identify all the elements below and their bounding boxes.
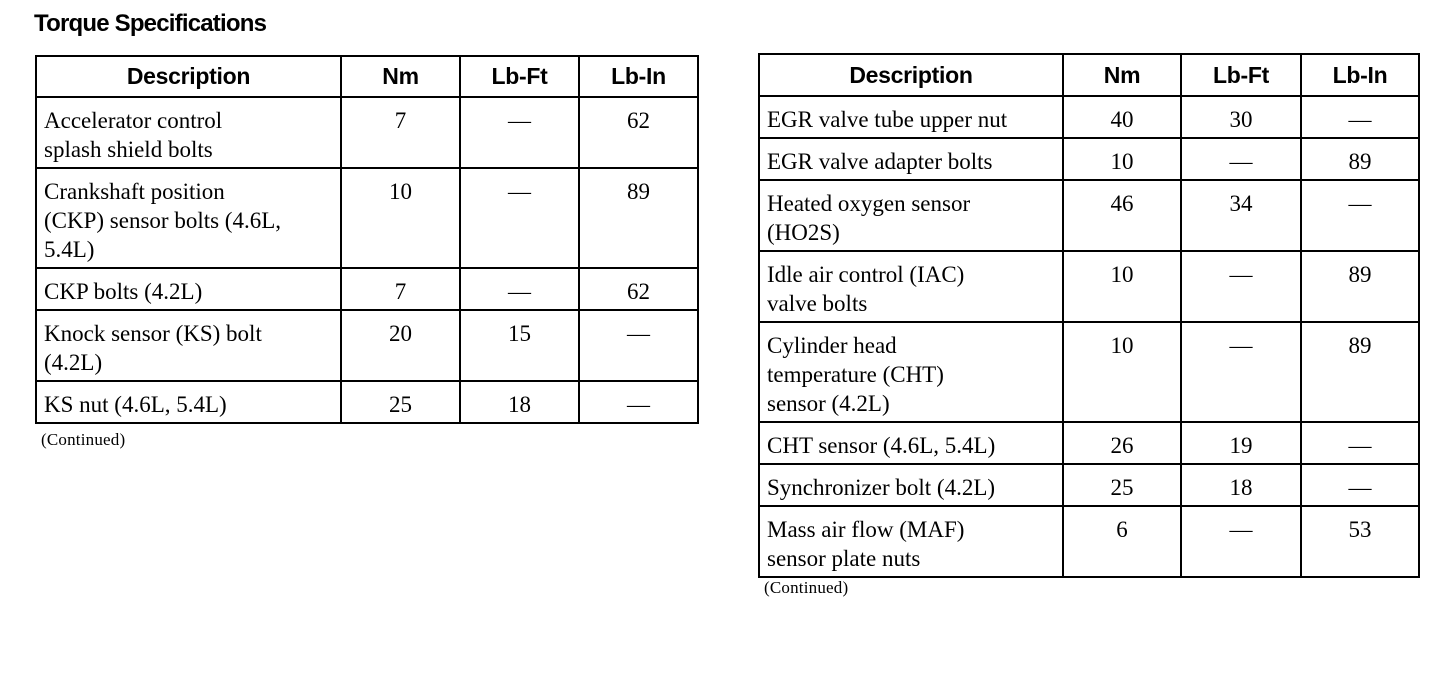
table-row (36, 381, 698, 423)
row-lb-ft-value: — (1181, 322, 1301, 422)
description-line: splash shield bolts (44, 137, 213, 162)
row-lb-ft-value: 18 (1181, 464, 1301, 506)
row-lb-ft-value: 30 (1181, 96, 1301, 138)
description-line: sensor plate nuts (767, 546, 921, 571)
page-title: Torque Specifications (34, 10, 267, 37)
description-line: Mass air flow (MAF) (767, 517, 965, 542)
description-line: valve bolts (767, 291, 868, 316)
description-line: KS nut (4.6L, 5.4L) (44, 392, 227, 417)
torque-table-left (35, 55, 699, 424)
column-header-lb-ft: Lb-Ft (1181, 54, 1301, 96)
row-lb-in-value: — (1301, 96, 1419, 138)
column-header-lb-in: Lb-In (579, 56, 698, 97)
description-line: (HO2S) (767, 220, 840, 245)
row-lb-ft-value: — (460, 97, 579, 168)
table-row (759, 422, 1419, 464)
description-line: 5.4L) (44, 237, 95, 262)
row-lb-ft-value: — (1181, 138, 1301, 180)
row-description (36, 310, 341, 381)
row-nm-value: 7 (341, 268, 460, 310)
table-header-row (759, 54, 1419, 96)
row-nm-value: 25 (341, 381, 460, 423)
column-header-nm: Nm (1063, 54, 1181, 96)
row-nm-value: 20 (341, 310, 460, 381)
row-nm-value: 40 (1063, 96, 1181, 138)
row-lb-in-value: 89 (1301, 322, 1419, 422)
table-row (759, 251, 1419, 322)
row-lb-in-value: 89 (1301, 138, 1419, 180)
table-header-row (36, 56, 698, 97)
table-row (759, 180, 1419, 251)
row-lb-in-value: 62 (579, 268, 698, 310)
row-nm-value: 25 (1063, 464, 1181, 506)
row-nm-value: 10 (1063, 322, 1181, 422)
description-line: EGR valve tube upper nut (767, 107, 1008, 132)
row-nm-value: 46 (1063, 180, 1181, 251)
column-header-description: Description (759, 54, 1063, 96)
table-row (36, 168, 698, 268)
row-nm-value: 26 (1063, 422, 1181, 464)
description-line: (4.2L) (44, 350, 103, 375)
row-description (759, 322, 1063, 422)
row-lb-in-value: — (1301, 464, 1419, 506)
table-row (759, 96, 1419, 138)
column-header-nm: Nm (341, 56, 460, 97)
description-line: temperature (CHT) (767, 362, 944, 387)
table-row (759, 464, 1419, 506)
row-lb-in-value: 89 (579, 168, 698, 268)
row-lb-ft-value: — (1181, 506, 1301, 577)
row-nm-value: 7 (341, 97, 460, 168)
row-nm-value: 10 (341, 168, 460, 268)
description-line: CKP bolts (4.2L) (44, 279, 203, 304)
row-lb-in-value: — (1301, 180, 1419, 251)
row-description (36, 168, 341, 268)
row-description (36, 268, 341, 310)
table-row (36, 310, 698, 381)
description-line: Synchronizer bolt (4.2L) (767, 475, 996, 500)
row-lb-ft-value: — (460, 268, 579, 310)
description-line: sensor (4.2L) (767, 391, 890, 416)
row-nm-value: 6 (1063, 506, 1181, 577)
row-lb-ft-value: — (460, 168, 579, 268)
description-line: Cylinder head (767, 333, 897, 358)
column-header-description: Description (36, 56, 341, 97)
row-description (759, 464, 1063, 506)
row-description (759, 138, 1063, 180)
table-body-right (759, 96, 1419, 577)
row-lb-in-value: 62 (579, 97, 698, 168)
description-line: Crankshaft position (44, 179, 225, 204)
row-lb-ft-value: 34 (1181, 180, 1301, 251)
description-line: Heated oxygen sensor (767, 191, 971, 216)
table-row (759, 138, 1419, 180)
description-line: Idle air control (IAC) (767, 262, 965, 287)
table-row (759, 322, 1419, 422)
row-lb-in-value: — (579, 310, 698, 381)
description-line: (CKP) sensor bolts (4.6L, (44, 208, 282, 233)
row-description (759, 180, 1063, 251)
table-row (759, 506, 1419, 577)
description-line: EGR valve adapter bolts (767, 149, 993, 174)
column-header-lb-in: Lb-In (1301, 54, 1419, 96)
row-description (36, 97, 341, 168)
table-row (36, 97, 698, 168)
row-description (759, 506, 1063, 577)
column-header-lb-ft: Lb-Ft (460, 56, 579, 97)
row-lb-in-value: — (1301, 422, 1419, 464)
description-line: Knock sensor (KS) bolt (44, 321, 262, 346)
row-lb-ft-value: 18 (460, 381, 579, 423)
row-description (759, 96, 1063, 138)
row-lb-in-value: 53 (1301, 506, 1419, 577)
row-description (759, 422, 1063, 464)
row-lb-ft-value: — (1181, 251, 1301, 322)
row-lb-ft-value: 15 (460, 310, 579, 381)
row-description (759, 251, 1063, 322)
description-line: CHT sensor (4.6L, 5.4L) (767, 433, 996, 458)
row-description (36, 381, 341, 423)
row-lb-in-value: 89 (1301, 251, 1419, 322)
row-lb-in-value: — (579, 381, 698, 423)
row-nm-value: 10 (1063, 251, 1181, 322)
row-nm-value: 10 (1063, 138, 1181, 180)
row-lb-ft-value: 19 (1181, 422, 1301, 464)
table-body-left (36, 97, 698, 423)
torque-table-right (758, 53, 1420, 578)
table-row (36, 268, 698, 310)
description-line: Accelerator control (44, 108, 223, 133)
continued-note-left: (Continued) (41, 430, 126, 449)
continued-note-right: (Continued) (764, 578, 849, 597)
